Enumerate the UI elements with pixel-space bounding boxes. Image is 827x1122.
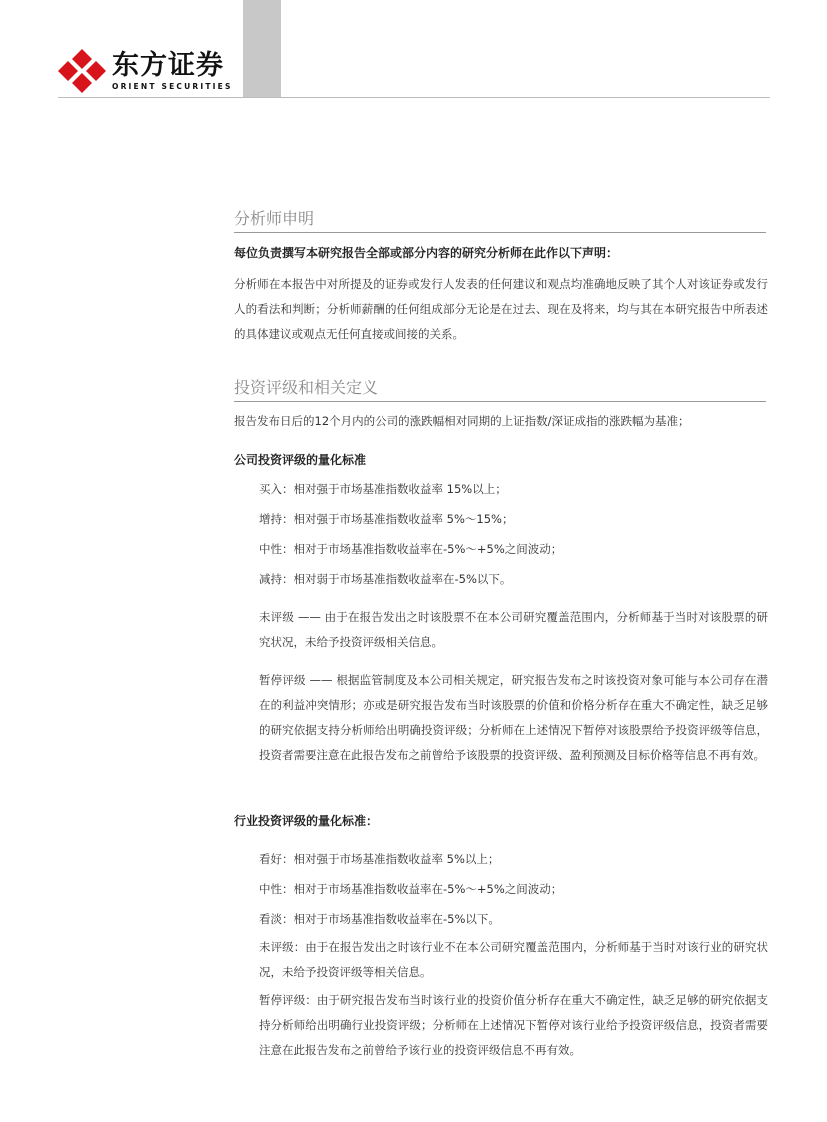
analyst-statement-title: 分析师申明 (234, 208, 766, 233)
logo-mark-icon (58, 49, 106, 93)
company-rating-reduce: 减持：相对弱于市场基准指数收益率在-5%以下。 (259, 572, 512, 586)
analyst-statement-lead: 每位负责撰写本研究报告全部或部分内容的研究分析师在此作以下声明： (234, 246, 619, 260)
company-rating-suspended: 暂停评级 —— 根据监管制度及本公司相关规定，研究报告发布之时该投资对象可能与本公司存在潜在的利益冲突情形；亦或是研究报告发布当时该股票的价值和价格分析存在重大不确定性，缺乏足够的研究依据支持分析师给出明确投资评级；分析师在上述情况下暂停对该股票给予投资评级等信息，投资者需要注意在此报告发布之前曾给予该股票的投资评级、盈利预测及目标价格等信息不再有效。 (259, 673, 768, 762)
analyst-statement-body: 分析师在本报告中对所提及的证券或发行人发表的任何建议和观点均准确地反映了其个人对该证券或发行人的看法和判断；分析师薪酬的任何组成部分无论是在过去、现在及将来，均与其在本研究报告中所表述的具体建议或观点无任何直接或间接的关系。 (234, 277, 768, 341)
company-rating-unrated: 未评级 —— 由于在报告发出之时该股票不在本公司研究覆盖范围内，分析师基于当时对该股票的研究状况，未给予投资评级相关信息。 (259, 610, 768, 649)
header-divider (58, 97, 770, 98)
industry-rating-positive: 看好：相对强于市场基准指数收益率 5%以上； (259, 852, 500, 866)
industry-rating-unrated: 未评级：由于在报告发出之时该行业不在本公司研究覆盖范围内，分析师基于当时对该行业的研究状况，未给予投资评级等相关信息。 (259, 940, 768, 979)
company-rating-add: 增持：相对强于市场基准指数收益率 5%～15%； (259, 512, 514, 526)
industry-rating-suspended: 暂停评级：由于研究报告发布当时该行业的投资价值分析存在重大不确定性，缺乏足够的研究依据支持分析师给出明确行业投资评级；分析师在上述情况下暂停对该行业给予投资评级信息，投资者需要注意在此报告发布之前曾给予该行业的投资评级信息不再有效。 (259, 993, 768, 1057)
rating-intro: 报告发布日后的12个月内的公司的涨跌幅相对同期的上证指数/深证成指的涨跌幅为基准； (234, 414, 690, 428)
company-rating-neutral: 中性：相对于市场基准指数收益率在-5%～+5%之间波动； (259, 542, 563, 556)
industry-rating-negative: 看淡：相对于市场基准指数收益率在-5%以下。 (259, 912, 500, 926)
company-rating-heading: 公司投资评级的量化标准 (234, 453, 367, 467)
logo-english-name: ORIENT SECURITIES (112, 82, 233, 91)
header-gray-bar (243, 0, 281, 97)
company-rating-buy: 买入：相对强于市场基准指数收益率 15%以上； (259, 482, 507, 496)
logo-chinese-name: 东方证券 (112, 50, 224, 81)
industry-rating-heading: 行业投资评级的量化标准： (234, 814, 379, 828)
industry-rating-neutral: 中性：相对于市场基准指数收益率在-5%～+5%之间波动； (259, 882, 563, 896)
rating-definition-title: 投资评级和相关定义 (234, 377, 766, 402)
company-logo (58, 49, 248, 93)
